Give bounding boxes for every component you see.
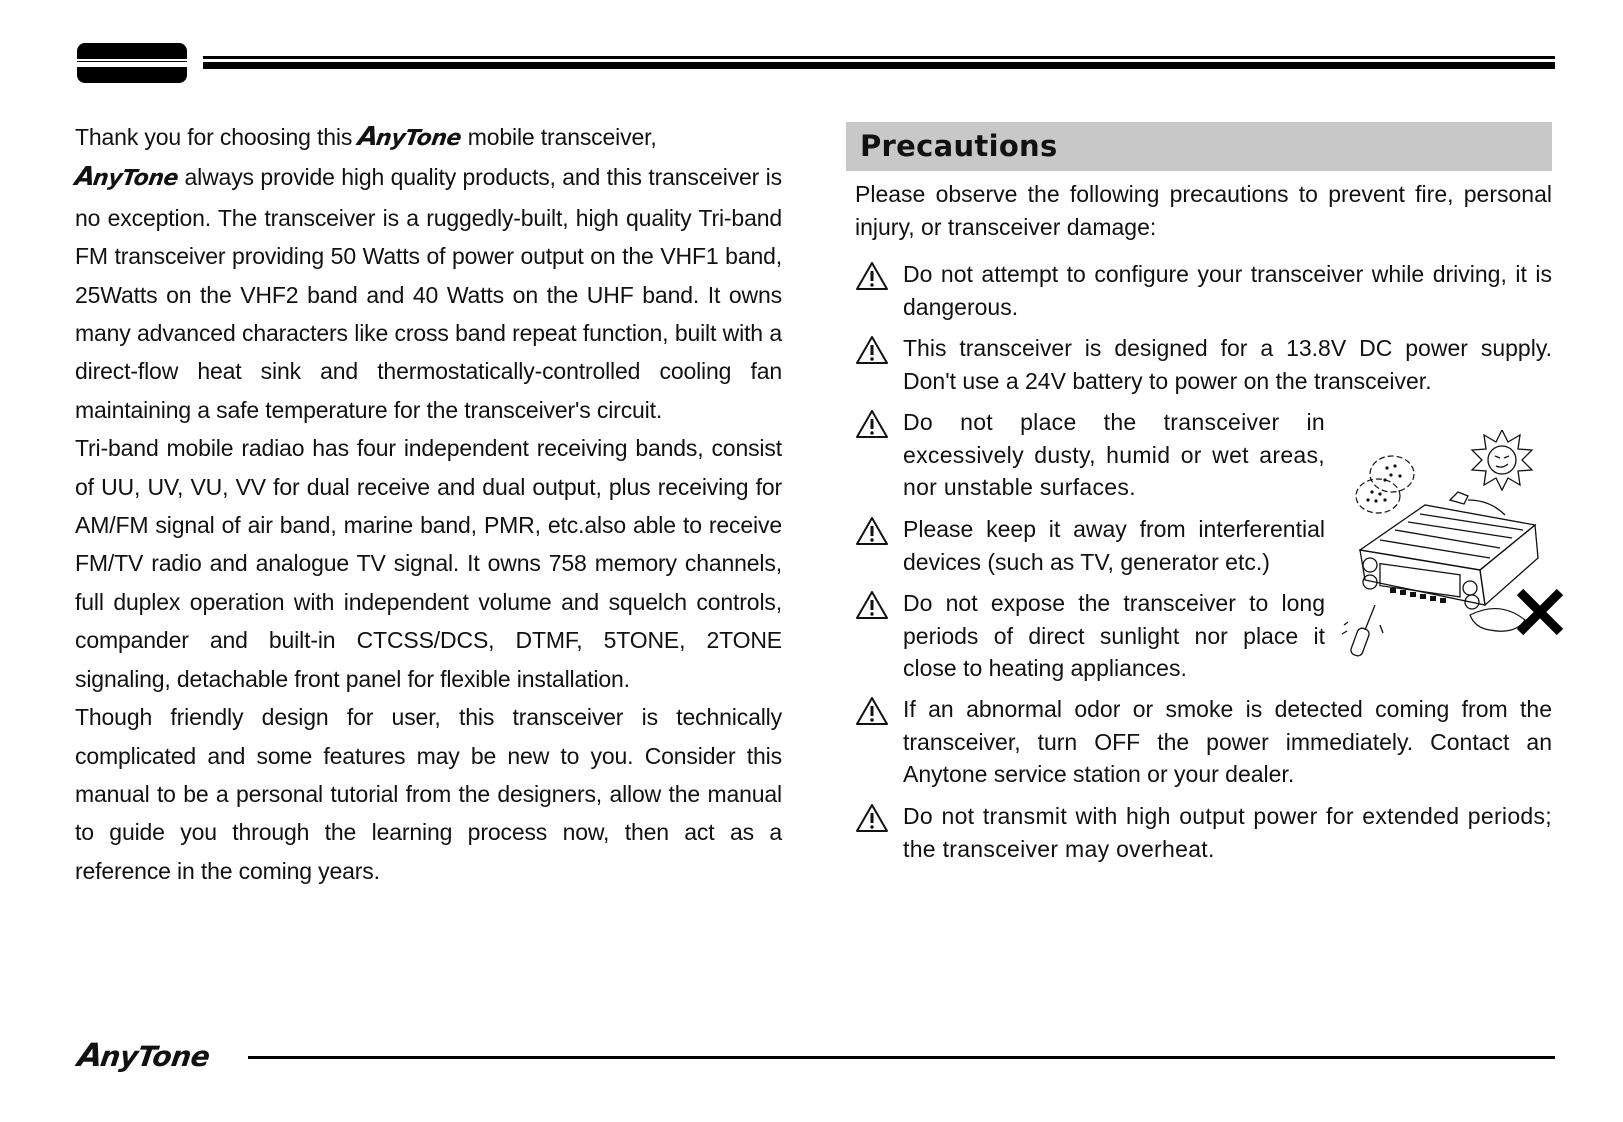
precaution-text: Do not place the transceiver in excessively dusty, humid or wet areas, nor unstable surfaces.	[903, 409, 1325, 500]
warning-triangle-icon	[855, 516, 889, 546]
warning-triangle-icon	[855, 335, 889, 365]
header-badge-stripe	[77, 62, 187, 67]
precaution-text: Do not attempt to configure your transceiver while driving, it is dangerous.	[903, 261, 1552, 320]
paragraph-text: mobile transceiver,	[461, 124, 657, 150]
warning-triangle-icon	[855, 696, 889, 726]
intro-paragraph-1	[75, 118, 782, 429]
water-puddle-icon	[1470, 609, 1525, 632]
transceiver-icon	[1360, 492, 1538, 609]
intro-text-column	[75, 118, 782, 890]
footer-rule	[248, 1056, 1555, 1059]
precaution-item	[855, 406, 1325, 504]
dust-cloud-icon	[1356, 456, 1414, 513]
precaution-text: Do not expose the transceiver to long periods of direct sunlight nor place it close to heating appliances.	[903, 590, 1325, 681]
warning-triangle-icon	[855, 803, 889, 833]
precaution-text: This transceiver is designed for a 13.8V DC power supply. Don't use a 24V battery to power on the transceiver.	[903, 335, 1552, 394]
precaution-item	[855, 693, 1552, 791]
header-badge	[77, 43, 187, 83]
section-header-bar	[846, 122, 1552, 171]
paragraph-text: Thank you for choosing this	[75, 124, 359, 150]
precaution-text: If an abnormal odor or smoke is detected coming from the transceiver, turn OFF the power immediately. Contact an Anytone service station or your dealer.	[903, 696, 1552, 787]
warning-triangle-icon	[855, 261, 889, 291]
paragraph-text: always provide high quality products, and this transceiver is no exception. The transceiver is a ruggedly-built, high quality Tri-band FM transceiver providing 50 Watts of power output on the VHF1 band, 25Watts on the VHF2 band and 40 Watts on the UHF band. It owns many advanced characters like cross band repeat function, built with a direct-flow heat sink and thermostatically-controlled cooling fan maintaining a safe temperature for the transceiver's circuit.	[75, 164, 782, 423]
precaution-item	[855, 587, 1325, 685]
precaution-text: Please keep it away from interferential devices (such as TV, generator etc.)	[903, 516, 1325, 575]
footer-anytone-logo: AnyTone	[75, 1036, 212, 1074]
precautions-intro: Please observe the following precautions to prevent fire, personal injury, or transceiver damage:	[855, 181, 1552, 240]
transceiver-hazards-illustration	[1340, 430, 1570, 670]
precaution-item	[855, 258, 1552, 324]
warning-triangle-icon	[855, 590, 889, 620]
precaution-item	[855, 800, 1552, 866]
anytone-logo-inline: AnyTone	[356, 122, 464, 152]
header-rule-thick	[203, 62, 1555, 69]
anytone-logo-inline: AnyTone	[73, 162, 180, 193]
warning-triangle-icon	[855, 409, 889, 439]
precaution-text: Do not transmit with high output power for extended periods; the transceiver may overheat.	[903, 803, 1552, 862]
intro-paragraph-2: Tri-band mobile radiao has four independent receiving bands, consist of UU, UV, VU, VV for dual receive and dual output, plus receiving for AM/FM signal of air band, marine band, PMR, etc.also able to receive FM/TV radio and analogue TV signal. It owns 758 memory channels, full duplex operation with independent volume and squelch controls, compander and built-in CTCSS/DCS, DTMF, 5TONE, 2TONE signaling, detachable front panel for flexible installation.	[75, 435, 782, 692]
precaution-item	[855, 332, 1552, 398]
header-badge-stripe	[77, 59, 187, 61]
screwdriver-icon	[1342, 605, 1383, 657]
prohibited-x-icon	[1520, 592, 1560, 632]
header-rule-thin	[203, 56, 1555, 59]
intro-paragraph-3: Though friendly design for user, this transceiver is technically complicated and some features may be new to you. Consider this manual to be a personal tutorial from the designers, allow the manual to guide you through the learning process now, then act as a reference in the coming years.	[75, 704, 782, 884]
section-title: Precautions	[860, 129, 1058, 163]
precaution-item	[855, 513, 1325, 579]
sun-icon	[1472, 430, 1532, 490]
